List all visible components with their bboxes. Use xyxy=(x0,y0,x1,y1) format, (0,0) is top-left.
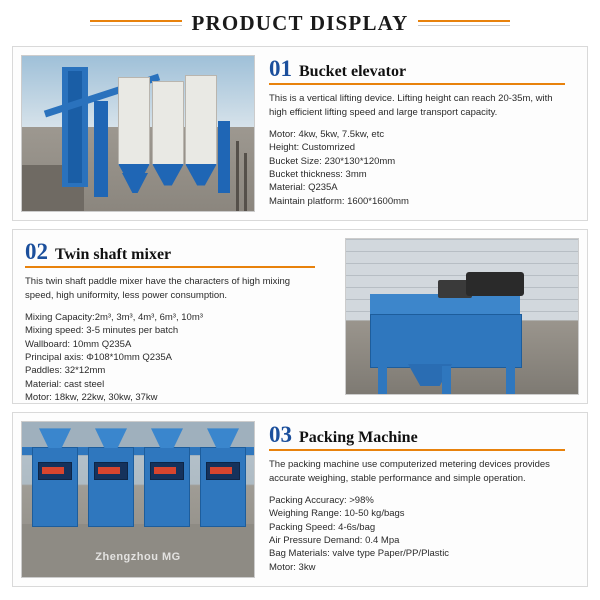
spec-item: Height: Customrized xyxy=(269,142,356,154)
photo-watermark: Zhengzhou MG xyxy=(95,551,181,563)
packing-machine-photo xyxy=(22,422,254,577)
product-specs-2 xyxy=(25,311,327,404)
product-description-3: The packing machine use computerized metering devices provides accurate weighing, stable performance and simple operation. xyxy=(269,459,550,484)
spec-item: Bucket thickness: 3mm xyxy=(269,168,367,180)
spec-item: Principal axis: Φ108*10mm Q235A xyxy=(25,351,172,363)
product-info-2 xyxy=(13,230,337,403)
header-rule-right xyxy=(418,18,510,28)
product-title-row-1 xyxy=(269,57,565,85)
product-number-2: 02 xyxy=(25,239,48,264)
spec-item: Packing Speed: 4-6s/bag xyxy=(269,521,376,533)
spec-item: Mixing Capacity:2m³, 3m³, 4m³, 6m³, 10m³ xyxy=(25,311,203,323)
product-number-3: 03 xyxy=(269,422,292,447)
product-card-3 xyxy=(12,412,588,587)
spec-item: Wallboard: 10mm Q235A xyxy=(25,338,132,350)
product-name-2: Twin shaft mixer xyxy=(55,246,172,263)
bucket-elevator-photo xyxy=(22,56,254,211)
product-specs-1 xyxy=(269,128,577,209)
page-title: PRODUCT DISPLAY xyxy=(191,10,409,35)
product-title-row-3 xyxy=(269,423,565,451)
product-info-3 xyxy=(263,413,587,586)
product-card-1 xyxy=(12,46,588,221)
product-description-1: This is a vertical lifting device. Lifting height can reach 20-35m, with high efficient lifting speed and large transport capacity. xyxy=(269,93,553,118)
spec-item: Mixing speed: 3-5 minutes per batch xyxy=(25,325,179,337)
spec-item: Bag Materials: valve type Paper/PP/Plastic xyxy=(269,548,450,560)
product-card-2 xyxy=(12,229,588,404)
spec-item: Bucket Size: 230*130*120mm xyxy=(269,155,396,167)
spec-item: Motor: 4kw, 5kw, 7.5kw, etc xyxy=(269,128,385,140)
product-image-3 xyxy=(21,421,255,578)
spec-item: Air Pressure Demand: 0.4 Mpa xyxy=(269,534,400,546)
spec-item: Material: cast steel xyxy=(25,378,105,390)
product-description-2: This twin shaft paddle mixer have the characters of high mixing speed, high uniformity, less power consumption. xyxy=(25,276,291,301)
product-image-2 xyxy=(345,238,579,395)
product-image-1 xyxy=(21,55,255,212)
product-specs-3 xyxy=(269,494,577,575)
twin-shaft-mixer-photo xyxy=(346,239,578,394)
product-number-1: 01 xyxy=(269,56,292,81)
spec-item: Maintain platform: 1600*1600mm xyxy=(269,195,409,207)
product-title-row-2 xyxy=(25,240,315,268)
spec-item: Paddles: 32*12mm xyxy=(25,365,106,377)
page-header xyxy=(12,0,588,46)
header-rule-left xyxy=(90,18,182,28)
spec-item: Motor: 18kw, 22kw, 30kw, 37kw xyxy=(25,392,158,404)
spec-item: Packing Accuracy: >98% xyxy=(269,494,374,506)
spec-item: Weighing Range: 10-50 kg/bags xyxy=(269,508,405,520)
spec-item: Material: Q235A xyxy=(269,182,338,194)
product-name-3: Packing Machine xyxy=(299,429,418,446)
product-name-1: Bucket elevator xyxy=(299,63,407,80)
product-info-1 xyxy=(263,47,587,220)
spec-item: Motor: 3kw xyxy=(269,561,316,573)
